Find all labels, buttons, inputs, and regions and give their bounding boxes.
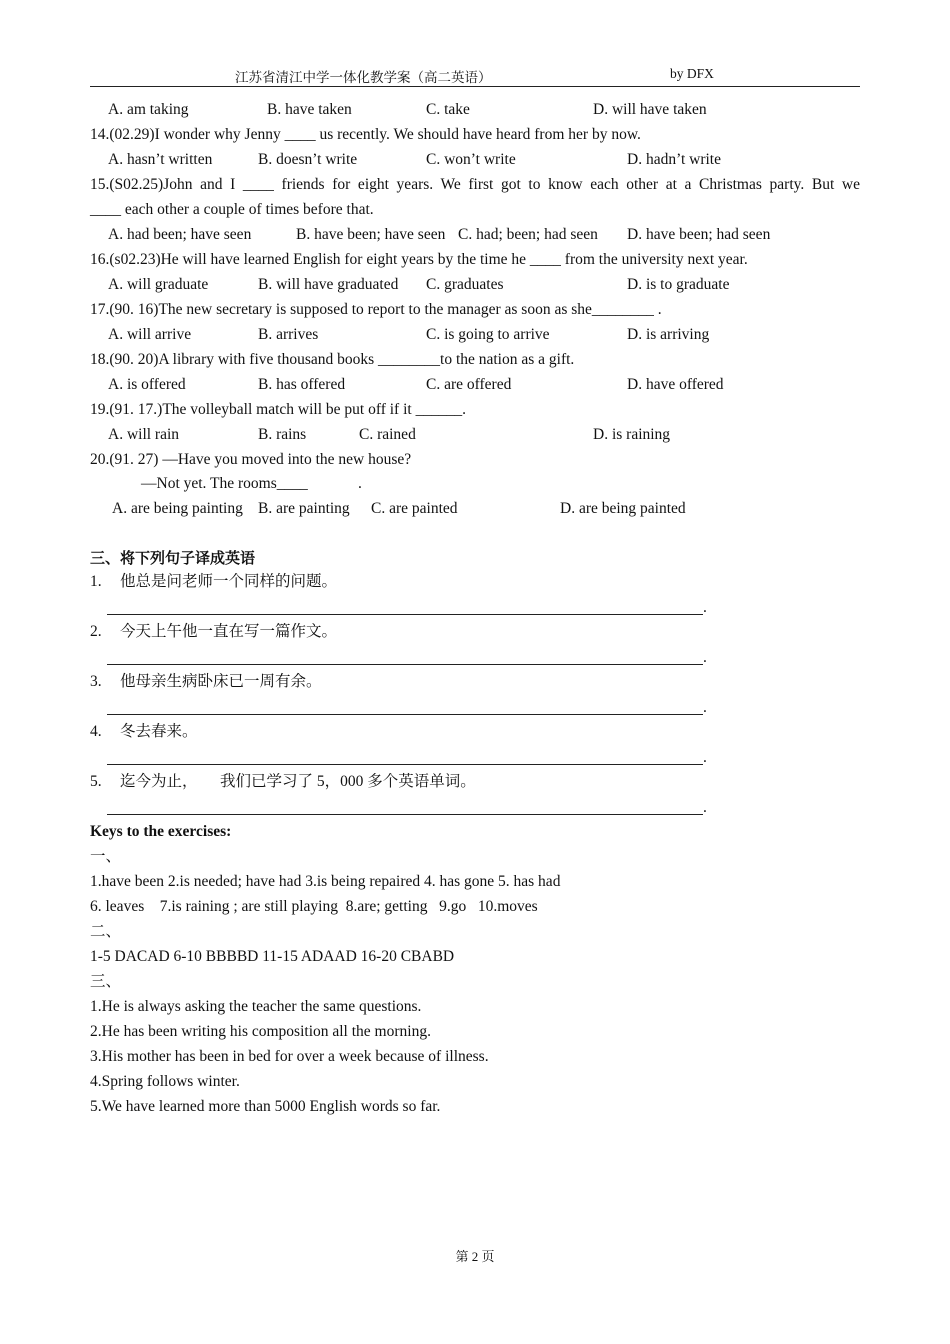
q17-option-d: D. is arriving <box>627 326 710 343</box>
q16-option-a: A. will graduate <box>108 276 209 293</box>
section3-title: 三、将下列句子译成英语 <box>90 549 256 567</box>
answer-blank-line[interactable] <box>107 664 703 665</box>
translate-item-number: 4. <box>90 723 102 740</box>
keys-part3-label: 三、 <box>90 973 122 990</box>
translate-item-text: 今天上午他一直在写一篇作文。 <box>120 623 338 640</box>
keys-part1-label: 一、 <box>90 848 122 865</box>
q19-stem: 19.(91. 17.)The volleyball match will be put off if it ______. <box>90 401 466 418</box>
translate-item-number: 2. <box>90 623 102 640</box>
q13-option-c: C. take <box>426 101 470 118</box>
q16-stem: 16.(s02.23)He will have learned English for eight years by the time he ____ from the university next year. <box>90 251 748 268</box>
q18-option-c: C. are offered <box>426 376 512 393</box>
header-title: 江苏省清江中学一体化教学案（高二英语） <box>235 70 492 85</box>
blank-end-period: . <box>703 649 707 666</box>
q20-option-c: C. are painted <box>371 500 458 517</box>
translate-item-number: 1. <box>90 573 102 590</box>
q13-option-a: A. am taking <box>108 101 189 118</box>
q13-option-d: D. will have taken <box>593 101 707 118</box>
q13-option-b: B. have taken <box>267 101 352 118</box>
translate-item-text: 他总是问老师一个同样的问题。 <box>120 573 338 590</box>
blank-end-period: . <box>703 799 707 816</box>
q18-stem: 18.(90. 20)A library with five thousand books ________to the nation as a gift. <box>90 351 575 368</box>
answer-blank-line[interactable] <box>107 764 703 765</box>
keys-answer: 5.We have learned more than 5000 English words so far. <box>90 1098 441 1115</box>
q20-reply: —Not yet. The rooms____ <box>141 475 308 492</box>
answer-blank-line[interactable] <box>107 714 703 715</box>
q14-stem: 14.(02.29)I wonder why Jenny ____ us recently. We should have heard from her by now. <box>90 126 641 143</box>
translate-item-text: 迄今为止， <box>120 773 198 790</box>
keys-part1-line1: 1.have been 2.is needed; have had 3.is being repaired 4. has gone 5. has had <box>90 873 561 890</box>
q15-stem-line1: 15.(S02.25)John and I ____ friends for eight years. We first got to know each other at a Christmas party. But we <box>90 176 860 193</box>
translate-item-number: 5. <box>90 773 102 790</box>
translate-item-text: 他母亲生病卧床已一周有余。 <box>120 673 322 690</box>
q17-option-a: A. will arrive <box>108 326 192 343</box>
q16-option-c: C. graduates <box>426 276 504 293</box>
q18-option-d: D. have offered <box>627 376 724 393</box>
q14-option-c: C. won’t write <box>426 151 516 168</box>
q20-option-d: D. are being painted <box>560 500 686 517</box>
q20-option-a: A. are being painting <box>112 500 243 517</box>
q15-stem-line2: ____ each other a couple of times before that. <box>90 201 374 218</box>
keys-part1-line2: 6. leaves 7.is raining ; are still playing 8.are; getting 9.go 10.moves <box>90 898 538 915</box>
q15-option-a: A. had been; have seen <box>108 226 252 243</box>
q15-option-c: C. had; been; had seen <box>458 226 598 243</box>
answer-blank-line[interactable] <box>107 614 703 615</box>
keys-part2-line: 1-5 DACAD 6-10 BBBBD 11-15 ADAAD 16-20 CBABD <box>90 948 455 965</box>
q14-option-b: B. doesn’t write <box>258 151 358 168</box>
blank-end-period: . <box>703 749 707 766</box>
translate-item-number: 3. <box>90 673 102 690</box>
header-author: by DFX <box>670 66 714 81</box>
keys-answer: 3.His mother has been in bed for over a week because of illness. <box>90 1048 489 1065</box>
page-number: 第 2 页 <box>455 1249 495 1264</box>
blank-end-period: . <box>703 599 707 616</box>
q16-option-d: D. is to graduate <box>627 276 730 293</box>
translate-item-text-continued: 我们已学习了 5，000 多个英语单词。 <box>220 773 476 790</box>
q16-option-b: B. will have graduated <box>258 276 399 293</box>
q17-option-b: B. arrives <box>258 326 319 343</box>
keys-part2-label: 二、 <box>90 923 122 940</box>
q20-reply-end: . <box>358 475 362 492</box>
blank-end-period: . <box>703 699 707 716</box>
q17-option-c: C. is going to arrive <box>426 326 550 343</box>
keys-answer: 2.He has been writing his composition all the morning. <box>90 1023 431 1040</box>
q17-stem: 17.(90. 16)The new secretary is supposed to report to the manager as soon as she________ . <box>90 301 662 318</box>
keys-title: Keys to the exercises: <box>90 823 232 840</box>
q19-option-a: A. will rain <box>108 426 180 443</box>
q18-option-b: B. has offered <box>258 376 346 393</box>
keys-answer: 1.He is always asking the teacher the same questions. <box>90 998 422 1015</box>
q15-option-d: D. have been; had seen <box>627 226 771 243</box>
keys-answer: 4.Spring follows winter. <box>90 1073 240 1090</box>
q15-option-b: B. have been; have seen <box>296 226 446 243</box>
q19-option-c: C. rained <box>359 426 416 443</box>
translate-item-text: 冬去春来。 <box>120 723 198 740</box>
answer-blank-line[interactable] <box>107 814 703 815</box>
q14-option-a: A. hasn’t written <box>108 151 213 168</box>
q19-option-d: D. is raining <box>593 426 671 443</box>
page-header <box>90 66 860 87</box>
q20-stem: 20.(91. 27) —Have you moved into the new house? <box>90 451 412 468</box>
q20-option-b: B. are painting <box>258 500 350 517</box>
q14-option-d: D. hadn’t write <box>627 151 721 168</box>
q19-option-b: B. rains <box>258 426 307 443</box>
q18-option-a: A. is offered <box>108 376 186 393</box>
